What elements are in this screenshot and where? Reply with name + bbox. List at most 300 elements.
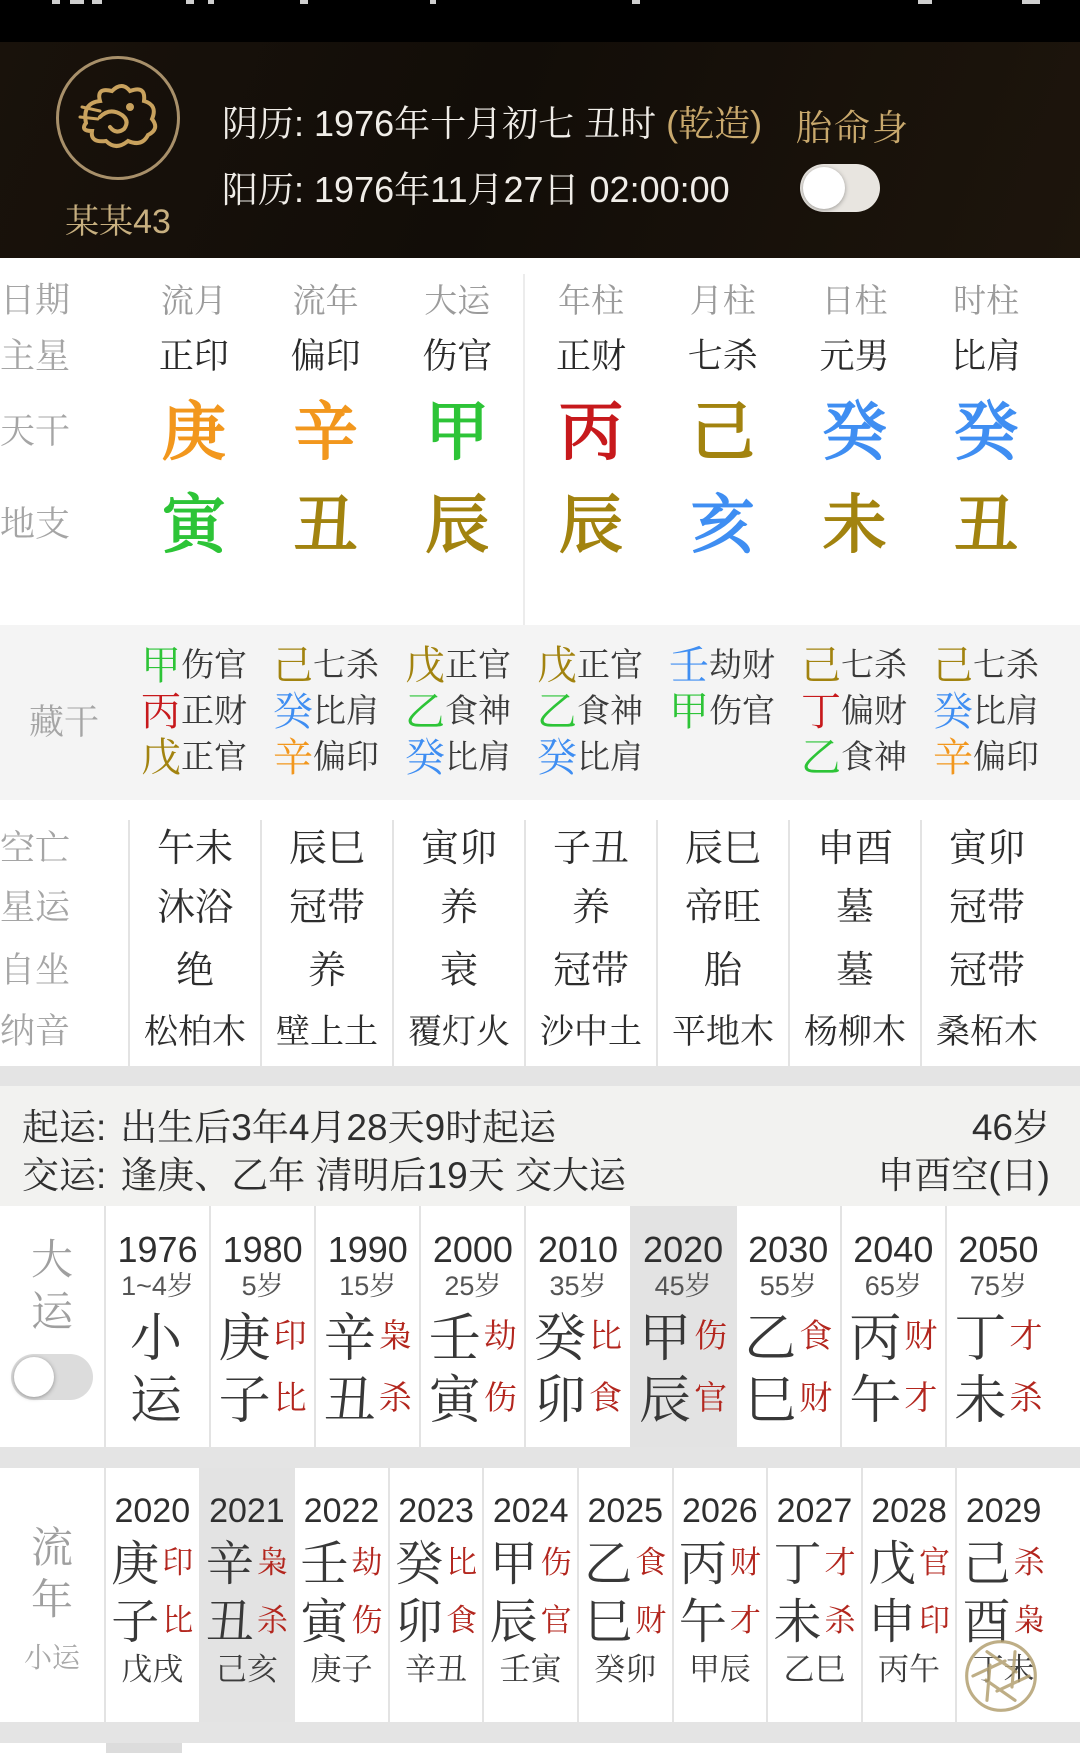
dayun-stem: 庚 [218,1309,271,1368]
heavenly-stem: 甲 [425,396,490,468]
dragon-logo-icon [56,56,180,180]
liunian-stem-god: 枭 [256,1544,288,1580]
liunian-column-2023[interactable] [388,1468,483,1722]
solar-date-line [222,162,730,213]
fortune-column-liunian [260,820,392,1066]
dayun-branch: 辰 [639,1371,692,1430]
pillar-column-liuyue [128,274,260,625]
heavenly-stem: 庚 [161,396,226,468]
jiaoyun-kong: 申酉空(日) [877,1155,1050,1196]
liunian-branch: 卯 [395,1595,444,1649]
statusbar-artifact [92,0,102,4]
liunian-label-column [0,1468,104,1722]
hidden-stem-god: 伤官 [181,645,247,683]
liunian-branch: 未 [773,1595,822,1649]
dayun-age: 55岁 [759,1271,817,1301]
pillar-column-hour [920,274,1052,625]
liunian-stem: 己 [962,1537,1011,1591]
main-star: 伤官 [422,337,493,376]
dayun-year: 2030 [748,1229,829,1270]
xiaoyun-ganzhi: 丁未 [972,1652,1035,1687]
main-star: 偏印 [290,337,361,376]
dayun-stem-god: 印 [273,1316,307,1354]
dayun-age: 1~4岁 [121,1271,194,1301]
liunian-year: 2025 [587,1492,664,1530]
dayun-branch-god: 伤 [483,1378,517,1416]
pillar-header: 月柱 [689,282,756,319]
zizuo-value: 墓 [835,950,874,992]
zizuo-value: 冠带 [552,950,629,992]
dayun-stem-god: 财 [904,1316,938,1354]
kongwang-value: 申酉 [816,828,893,870]
dayun-column-2000[interactable] [419,1206,524,1447]
liunian-section [0,1468,1080,1722]
dayun-label-char1: 大 [30,1236,73,1283]
fortune-column-year [524,820,656,1066]
fortune-column-liuyue [128,820,260,1066]
hidden-stem: 辛 [273,735,313,780]
hidden-stem-god: 比肩 [313,691,379,729]
dayun-column-2010[interactable] [524,1206,629,1447]
row-label-hidden-stems: 藏干 [28,702,99,742]
pillar-header: 时柱 [953,282,1020,319]
kongwang-value: 辰巳 [288,828,365,870]
hidden-stems-day [788,639,920,800]
fortune-column-dayun [392,820,524,1066]
hidden-stems-section [0,625,1080,800]
xiaoyun-ganzhi: 癸卯 [594,1652,657,1687]
pillar-column-liunian [260,274,392,625]
fortune-column-day [788,820,920,1066]
dayun-year: 2050 [958,1229,1039,1270]
pillar-header: 大运 [424,282,491,319]
taimingshen-toggle[interactable] [800,164,880,212]
liunian-branch-god: 印 [919,1602,951,1638]
liunian-branch: 辰 [489,1595,538,1649]
hidden-stem: 戊 [537,643,577,688]
pillar-column-day [789,274,921,625]
hidden-stem-god: 正官 [445,645,511,683]
pillar-header: 流年 [292,282,359,319]
dayun-branch: 午 [849,1371,902,1430]
xiaoyun-ganzhi: 戊戌 [121,1652,184,1687]
solar-value: 1976年11月27日 02:00:00 [314,169,730,210]
hidden-stem: 壬 [669,643,709,688]
fortune-table [0,800,1080,1066]
liunian-stem-god: 比 [446,1544,478,1580]
xiaoyun-ganzhi: 壬寅 [499,1652,562,1687]
xiaoyun-ganzhi: 庚子 [310,1652,373,1687]
liunian-column-2024[interactable] [482,1468,577,1722]
kongwang-value: 辰巳 [684,828,761,870]
liunian-branch-god: 官 [540,1602,572,1638]
liunian-branch-god: 杀 [256,1602,288,1638]
section-gap [0,1722,1080,1743]
dayun-stem-god: 比 [589,1316,622,1354]
avatar-name: 某某43 [65,203,171,241]
dayun-age: 45岁 [654,1271,712,1301]
statusbar-artifact [430,0,436,4]
liunian-column-2026[interactable] [672,1468,767,1722]
dayun-branch: 巳 [744,1371,797,1430]
hidden-stem: 戊 [405,643,445,688]
heavenly-stem: 丙 [559,396,624,468]
pillar-header: 日柱 [821,282,888,319]
liunian-year: 2029 [965,1492,1042,1530]
pillar-row-labels [0,274,128,625]
hidden-stem-god: 偏印 [973,737,1039,775]
hidden-stem-god: 正官 [181,737,247,775]
liunian-stem: 戊 [868,1537,917,1591]
hidden-stem: 己 [933,643,973,688]
qiyun-text: 出生后3年4月28天9时起运 [120,1107,557,1148]
pillar-column-month [657,274,789,625]
liunian-stem: 乙 [584,1537,633,1591]
xiaoyun-ganzhi: 己亥 [215,1652,278,1687]
dayun-year: 2010 [537,1229,619,1270]
toggle-knob [803,167,845,209]
hidden-stem: 己 [273,643,313,688]
dayun-column-2020-active[interactable] [630,1206,735,1447]
dayun-age: 5岁 [241,1271,284,1301]
xingyun-value: 冠带 [948,887,1025,929]
dayun-stem: 丙 [849,1309,902,1368]
dayun-age: 75岁 [969,1271,1027,1301]
heavenly-stem: 辛 [293,396,358,468]
dayun-year: 2000 [432,1229,513,1270]
dayun-stem: 壬 [428,1309,481,1368]
nayin-value: 覆灯火 [408,1013,510,1051]
earthly-branch: 丑 [293,489,358,561]
dayun-age: 65岁 [864,1271,922,1301]
section-gap [0,1447,1080,1468]
liunian-stem-god: 伤 [540,1544,572,1580]
jiaoyun-row [22,1148,1050,1196]
xiaoyun-label: 小运 [23,1642,80,1673]
xingyun-value: 沐浴 [156,887,233,929]
hidden-stem: 癸 [405,735,445,780]
earthly-branch: 辰 [425,489,490,561]
liunian-branch: 午 [678,1595,727,1649]
hidden-stem-god: 七杀 [841,645,907,683]
dayun-branch-god: 官 [694,1378,728,1416]
liunian-year: 2023 [398,1492,474,1530]
dayun-age: 15岁 [339,1271,397,1301]
dayun-branch: 寅 [428,1371,481,1430]
lunar-date-line [222,96,762,147]
fortune-column-month [656,820,788,1066]
liunian-column-2028[interactable] [861,1468,956,1722]
hidden-stems-liuyue [128,639,260,800]
hidden-stem: 乙 [405,689,445,734]
dayun-stem-god: 伤 [694,1316,728,1354]
dayun-stem-god: 枭 [378,1316,412,1354]
zizuo-value: 冠带 [948,950,1025,992]
dayun-branch: 丑 [323,1371,376,1430]
dayun-year: 2040 [853,1229,934,1270]
dayun-year: 2020 [643,1229,724,1270]
kongwang-value: 子丑 [552,828,629,870]
next-section-highlight [106,1743,182,1753]
zizuo-value: 养 [307,950,346,992]
row-label-stem: 天干 [0,412,71,451]
pillar-table [0,258,1080,625]
pillar-column-dayun [391,274,523,625]
dayun-branch-god: 杀 [378,1378,412,1416]
dayun-branch: 子 [218,1371,271,1430]
statusbar-artifact [52,0,60,4]
liunian-column-2029[interactable] [955,1468,1050,1722]
nayin-value: 平地木 [672,1013,774,1051]
liunian-stem-god: 才 [824,1544,856,1580]
section-gap [0,1066,1080,1086]
hidden-stem-god: 比肩 [973,691,1039,729]
hidden-stem-god: 偏印 [313,737,379,775]
statusbar-artifact [1022,0,1040,4]
liunian-branch: 申 [868,1595,917,1649]
main-star: 正印 [158,337,229,376]
nayin-value: 松柏木 [144,1013,246,1051]
nayin-value: 桑柘木 [936,1013,1038,1051]
liunian-stem: 庚 [111,1537,160,1591]
liunian-column-2020[interactable] [104,1468,199,1722]
liunian-year: 2021 [209,1492,285,1530]
liunian-stem-god: 食 [635,1544,667,1580]
statusbar-artifact [918,0,932,4]
hidden-stem: 乙 [537,689,577,734]
liunian-stem-god: 劫 [351,1544,383,1580]
liunian-branch-god: 食 [446,1602,478,1638]
hidden-stem: 甲 [141,643,181,688]
row-label-xingyun: 星运 [0,888,71,927]
liunian-branch-god: 伤 [351,1602,383,1638]
dayun-stem-god: 才 [1009,1316,1043,1354]
liunian-year: 2020 [114,1492,191,1530]
kongwang-value: 寅卯 [948,828,1025,870]
liunian-branch-god: 比 [162,1602,194,1638]
liunian-branch-god: 杀 [824,1602,856,1638]
hidden-stem: 癸 [537,735,577,780]
xiaoyun-ganzhi: 乙巳 [783,1652,846,1687]
pillar-header: 年柱 [558,282,625,319]
earthly-branch: 寅 [161,489,226,561]
dayun-stem: 乙 [744,1309,797,1368]
liunian-year: 2026 [682,1492,758,1530]
zizuo-value: 衰 [439,950,478,992]
toggle-knob [14,1357,54,1397]
statusbar-artifact [208,0,214,4]
dayun-stem: 辛 [323,1309,376,1368]
hidden-stems-hour [920,639,1052,800]
earthly-branch: 亥 [690,489,755,561]
dayun-year: 1976 [117,1229,198,1270]
dayun-branch: 运 [130,1371,183,1430]
main-star: 正财 [556,337,627,376]
statusbar-artifact [70,0,84,4]
liunian-stem: 癸 [395,1537,444,1591]
xiaoyun-ganzhi: 丙午 [878,1652,941,1687]
nayin-value: 壁上土 [276,1013,378,1051]
dayun-year: 1980 [222,1229,303,1270]
hidden-stem-god: 食神 [841,737,907,775]
dayun-age: 25岁 [444,1271,502,1301]
heavenly-stem: 癸 [822,396,887,468]
dayun-branch-god: 才 [904,1378,938,1416]
xiaoyun-ganzhi: 甲辰 [688,1652,751,1687]
dayun-branch-god: 比 [273,1378,307,1416]
liunian-year: 2024 [492,1492,569,1530]
qiyun-age: 46岁 [971,1107,1050,1148]
dayun-label-char2: 运 [30,1288,73,1335]
hidden-stem: 辛 [933,735,973,780]
pillar-header: 流月 [160,282,227,319]
dayun-column-1976[interactable] [104,1206,209,1447]
liunian-branch-god: 才 [729,1602,761,1638]
fortune-column-hour [920,820,1052,1066]
xiaoyun-ganzhi: 辛丑 [405,1652,468,1687]
dayun-column-2050[interactable] [945,1206,1050,1447]
jiaoyun-label: 交运: [22,1155,107,1196]
solar-label: 阳历: [222,169,305,210]
dayun-branch-god: 食 [589,1378,622,1416]
hidden-stems-month [656,639,788,800]
xingyun-value: 冠带 [288,887,365,929]
xingyun-value: 养 [439,887,478,929]
hidden-stem-god: 伤官 [709,691,775,729]
hidden-stem: 癸 [933,689,973,734]
liunian-stem: 甲 [489,1537,538,1591]
dayun-year: 1990 [327,1229,408,1270]
liunian-year: 2027 [776,1492,853,1530]
main-star: 七杀 [687,337,758,376]
row-label-date: 日期 [0,281,71,320]
liunian-label-char2: 年 [30,1576,73,1623]
hidden-stems-year [524,639,656,800]
hidden-stem-god: 比肩 [577,737,643,775]
liunian-stem-god: 杀 [1013,1544,1045,1580]
fortune-row-labels [0,820,128,1066]
hidden-stem-god: 食神 [577,691,643,729]
dayun-branch: 卯 [533,1371,586,1430]
liunian-column-2025[interactable] [577,1468,672,1722]
yun-info-panel [0,1086,1080,1206]
liunian-stem-god: 财 [729,1544,761,1580]
hidden-stem-god: 正官 [577,645,643,683]
hidden-stems-dayun [392,639,524,800]
main-star: 比肩 [951,337,1022,376]
dayun-age: 35岁 [549,1271,607,1301]
dayun-stem: 小 [130,1309,183,1368]
heavenly-stem: 癸 [954,396,1019,468]
liunian-branch: 巳 [584,1595,633,1649]
liunian-branch-god: 枭 [1013,1602,1045,1638]
hidden-stem: 乙 [801,735,841,780]
liunian-year: 2022 [303,1492,380,1530]
xingyun-value: 帝旺 [684,887,761,929]
hidden-stem-god: 劫财 [709,645,775,683]
qiyun-row [22,1100,1050,1148]
liunian-stem: 丙 [678,1537,727,1591]
hidden-stem: 甲 [669,689,709,734]
earthly-branch: 丑 [954,489,1019,561]
taimingshen-label: 胎命身 [796,107,911,148]
liunian-column-2021-active[interactable] [199,1468,294,1722]
zizuo-value: 绝 [175,950,214,992]
dayun-stem: 丁 [954,1309,1007,1368]
liunian-stem: 丁 [773,1537,822,1591]
row-label-zizuo: 自坐 [0,951,71,990]
liunian-branch: 丑 [205,1595,254,1649]
statusbar-artifact [632,0,640,4]
hidden-stem-god: 比肩 [445,737,511,775]
dayun-stem-god: 食 [799,1316,833,1354]
liunian-column-2022[interactable] [293,1468,388,1722]
hidden-stem-god: 偏财 [841,691,907,729]
nayin-value: 沙中土 [540,1013,642,1051]
dayun-stem: 癸 [533,1309,586,1368]
dayun-toggle[interactable] [11,1354,93,1400]
liunian-year: 2028 [871,1492,947,1530]
dayun-label-column [0,1206,104,1447]
dayun-branch: 未 [954,1371,1007,1430]
nayin-value: 杨柳木 [804,1013,906,1051]
hidden-stem: 丁 [801,689,841,734]
dayun-section [0,1206,1080,1447]
liunian-stem: 壬 [300,1537,349,1591]
xingyun-value: 养 [571,887,610,929]
hidden-stem: 丙 [141,689,181,734]
row-label-nayin: 纳音 [0,1012,71,1051]
xingyun-value: 墓 [835,887,874,929]
dayun-column-2040[interactable] [840,1206,945,1447]
kongwang-value: 午未 [156,828,233,870]
status-bar-strip [0,0,1080,42]
liunian-branch: 子 [111,1595,160,1649]
liunian-branch-god: 财 [635,1602,667,1638]
next-section-partial [0,1743,1080,1753]
jiaoyun-text: 逢庚、乙年 清明后19天 交大运 [120,1155,626,1196]
hidden-stem-god: 正财 [181,691,247,729]
liunian-stem: 辛 [205,1537,254,1591]
dayun-branch-god: 财 [799,1378,833,1416]
row-label-branch: 地支 [0,505,71,544]
statusbar-artifact [300,0,308,4]
app-header [0,42,1080,258]
hidden-stem: 己 [801,643,841,688]
hidden-stem-god: 七杀 [973,645,1039,683]
gender-tag: (乾造) [666,103,763,144]
zizuo-value: 胎 [703,950,742,992]
hidden-stem-god: 七杀 [313,645,379,683]
main-star: 元男 [819,337,890,376]
hidden-stem: 癸 [273,689,313,734]
liunian-stem-god: 印 [162,1544,194,1580]
liunian-column-2027[interactable] [766,1468,861,1722]
hidden-stems-liunian [260,639,392,800]
row-label-main-star: 主星 [0,337,71,376]
dayun-column-1990[interactable] [314,1206,419,1447]
row-label-kongwang: 空亡 [0,829,71,868]
dayun-column-1980[interactable] [209,1206,314,1447]
dayun-stem: 甲 [639,1309,692,1368]
heavenly-stem: 己 [690,396,755,468]
pillar-column-year [523,274,657,625]
lunar-value: 1976年十月初七 丑时 [314,103,657,144]
qiyun-label: 起运: [22,1107,107,1148]
lunar-label: 阴历: [222,103,305,144]
dayun-column-2030[interactable] [735,1206,840,1447]
statusbar-artifact [186,0,194,4]
